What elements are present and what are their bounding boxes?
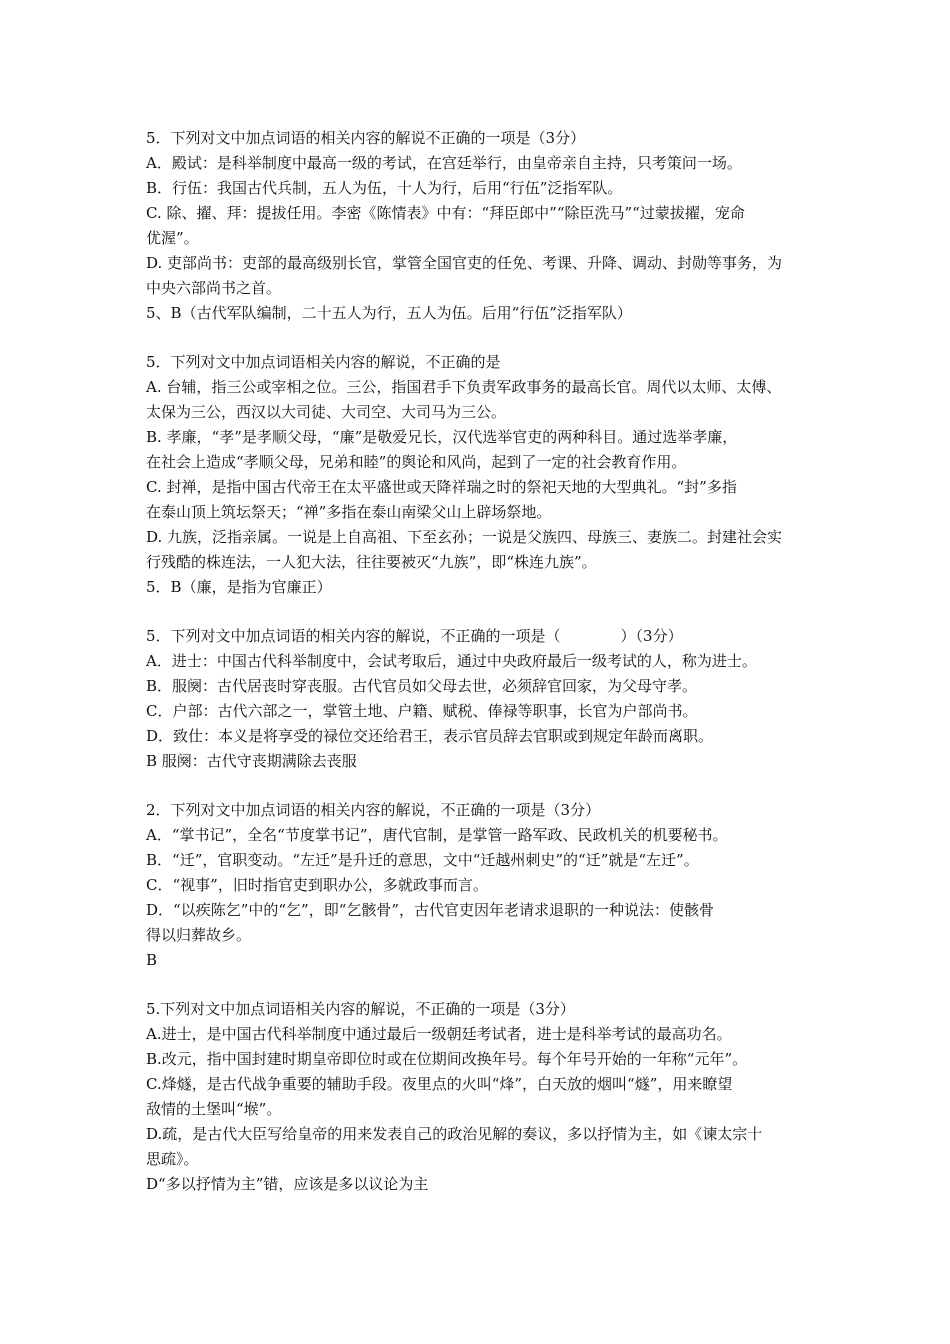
option-d-continued: 行残酷的株连法，一人犯大法，往往要被灭“九族”，即“株连九族”。 xyxy=(146,553,597,571)
answer-line: 5．B（廉，是指为官廉正） xyxy=(146,578,332,596)
option-d-continued: 思疏》。 xyxy=(146,1150,199,1168)
option-a: A．殿试：是科举制度中最高一级的考试，在宫廷举行，由皇帝亲自主持，只考策问一场。 xyxy=(146,154,742,172)
question-stem: 5．下列对文中加点词语的相关内容的解说不正确的一项是（3分） xyxy=(146,129,586,147)
option-b: B. 孝廉，“孝”是孝顺父母，“廉”是敬爱兄长，汉代选举官吏的两种科目。通过选举孝廉， xyxy=(146,428,738,446)
option-c-continued: 敌情的土堡叫“堠”。 xyxy=(146,1100,282,1118)
question-block-4 xyxy=(146,798,818,973)
option-b: B．“迁”，官职变动。“左迁”是升迁的意思，文中“迁越州刺史”的“迁”就是“左迁”。 xyxy=(146,851,699,869)
question-block-3 xyxy=(146,624,818,774)
option-c: C．户部：古代六部之一，掌管土地、户籍、赋税、俸禄等职事，长官为户部尚书。 xyxy=(146,702,698,720)
answer-line: B 服阕：古代守丧期满除去丧服 xyxy=(146,752,357,770)
option-b: B．服阕：古代居丧时穿丧服。古代官员如父母去世，必须辞官回家，为父母守孝。 xyxy=(146,677,698,695)
answer-line: D“多以抒情为主”错，应该是多以议论为主 xyxy=(146,1175,429,1193)
option-c: C. 除、擢、拜：提拔任用。李密《陈情表》中有：“拜臣郎中”“除臣洗马”“过蒙拔擢，宠命 xyxy=(146,204,745,222)
option-d: D．“以疾陈乞”中的“乞”，即“乞骸骨”，古代官吏因年老请求退职的一种说法：使骸骨 xyxy=(146,901,715,919)
option-c: C.烽燧，是古代战争重要的辅助手段。夜里点的火叫“烽”，白天放的烟叫“燧”，用来瞭望 xyxy=(146,1075,733,1093)
document-page xyxy=(146,126,818,1221)
option-c: C. 封禅，是指中国古代帝王在太平盛世或天降祥瑞之时的祭祀天地的大型典礼。“封”多指 xyxy=(146,478,737,496)
option-b: B．行伍：我国古代兵制，五人为伍，十人为行，后用“行伍”泛指军队。 xyxy=(146,179,623,197)
option-c-continued: 优渥”。 xyxy=(146,229,199,247)
option-d: D. 九族，泛指亲属。一说是上自高祖、下至玄孙；一说是父族四、母族三、妻族二。封建社会实 xyxy=(146,528,783,546)
option-d: D.疏，是古代大臣写给皇帝的用来发表自己的政治见解的奏议，多以抒情为主，如《谏太宗十 xyxy=(146,1125,763,1143)
question-block-5 xyxy=(146,997,818,1197)
question-block-1 xyxy=(146,126,818,326)
option-a: A.进士，是中国古代科举制度中通过最后一级朝廷考试者，进士是科举考试的最高功名。 xyxy=(146,1025,732,1043)
option-a: A．“掌书记”，全名“节度掌书记”，唐代官制，是掌管一路军政、民政机关的机要秘书。 xyxy=(146,826,728,844)
question-block-2 xyxy=(146,350,818,600)
option-d-continued: 中央六部尚书之首。 xyxy=(146,279,282,297)
option-a: A. 台辅，指三公或宰相之位。三公，指国君手下负责军政事务的最高长官。周代以太师、太傅、 xyxy=(146,378,782,396)
option-d-continued: 得以归葬故乡。 xyxy=(146,926,252,944)
question-stem: 5.下列对文中加点词语相关内容的解说，不正确的一项是（3分） xyxy=(146,1000,575,1018)
question-stem: 5．下列对文中加点词语的相关内容的解说，不正确的一项是（ ）（3分） xyxy=(146,627,683,645)
option-a: A．进士：中国古代科举制度中，会试考取后，通过中央政府最后一级考试的人，称为进士。 xyxy=(146,652,757,670)
option-d: D．致仕：本义是将享受的禄位交还给君王，表示官员辞去官职或到规定年龄而离职。 xyxy=(146,727,714,745)
option-b: B.改元，指中国封建时期皇帝即位时或在位期间改换年号。每个年号开始的一年称“元年”。 xyxy=(146,1050,748,1068)
answer-line: B xyxy=(146,951,158,969)
option-c: C．“视事”，旧时指官吏到职办公，多就政事而言。 xyxy=(146,876,488,894)
option-c-continued: 在泰山顶上筑坛祭天；“禅”多指在泰山南梁父山上辟场祭地。 xyxy=(146,503,552,521)
option-d: D. 吏部尚书：吏部的最高级别长官，掌管全国官吏的任免、考课、升降、调动、封勋等事务，为 xyxy=(146,254,783,272)
option-b-continued: 在社会上造成“孝顺父母，兄弟和睦”的舆论和风尚，起到了一定的社会教育作用。 xyxy=(146,453,687,471)
question-stem: 2．下列对文中加点词语的相关内容的解说，不正确的一项是（3分） xyxy=(146,801,601,819)
option-a-continued: 太保为三公，西汉以大司徒、大司空、大司马为三公。 xyxy=(146,403,507,421)
answer-line: 5、B（古代军队编制，二十五人为行，五人为伍。后用“行伍”泛指军队） xyxy=(146,304,632,322)
question-stem: 5．下列对文中加点词语相关内容的解说，不正确的是 xyxy=(146,353,501,371)
